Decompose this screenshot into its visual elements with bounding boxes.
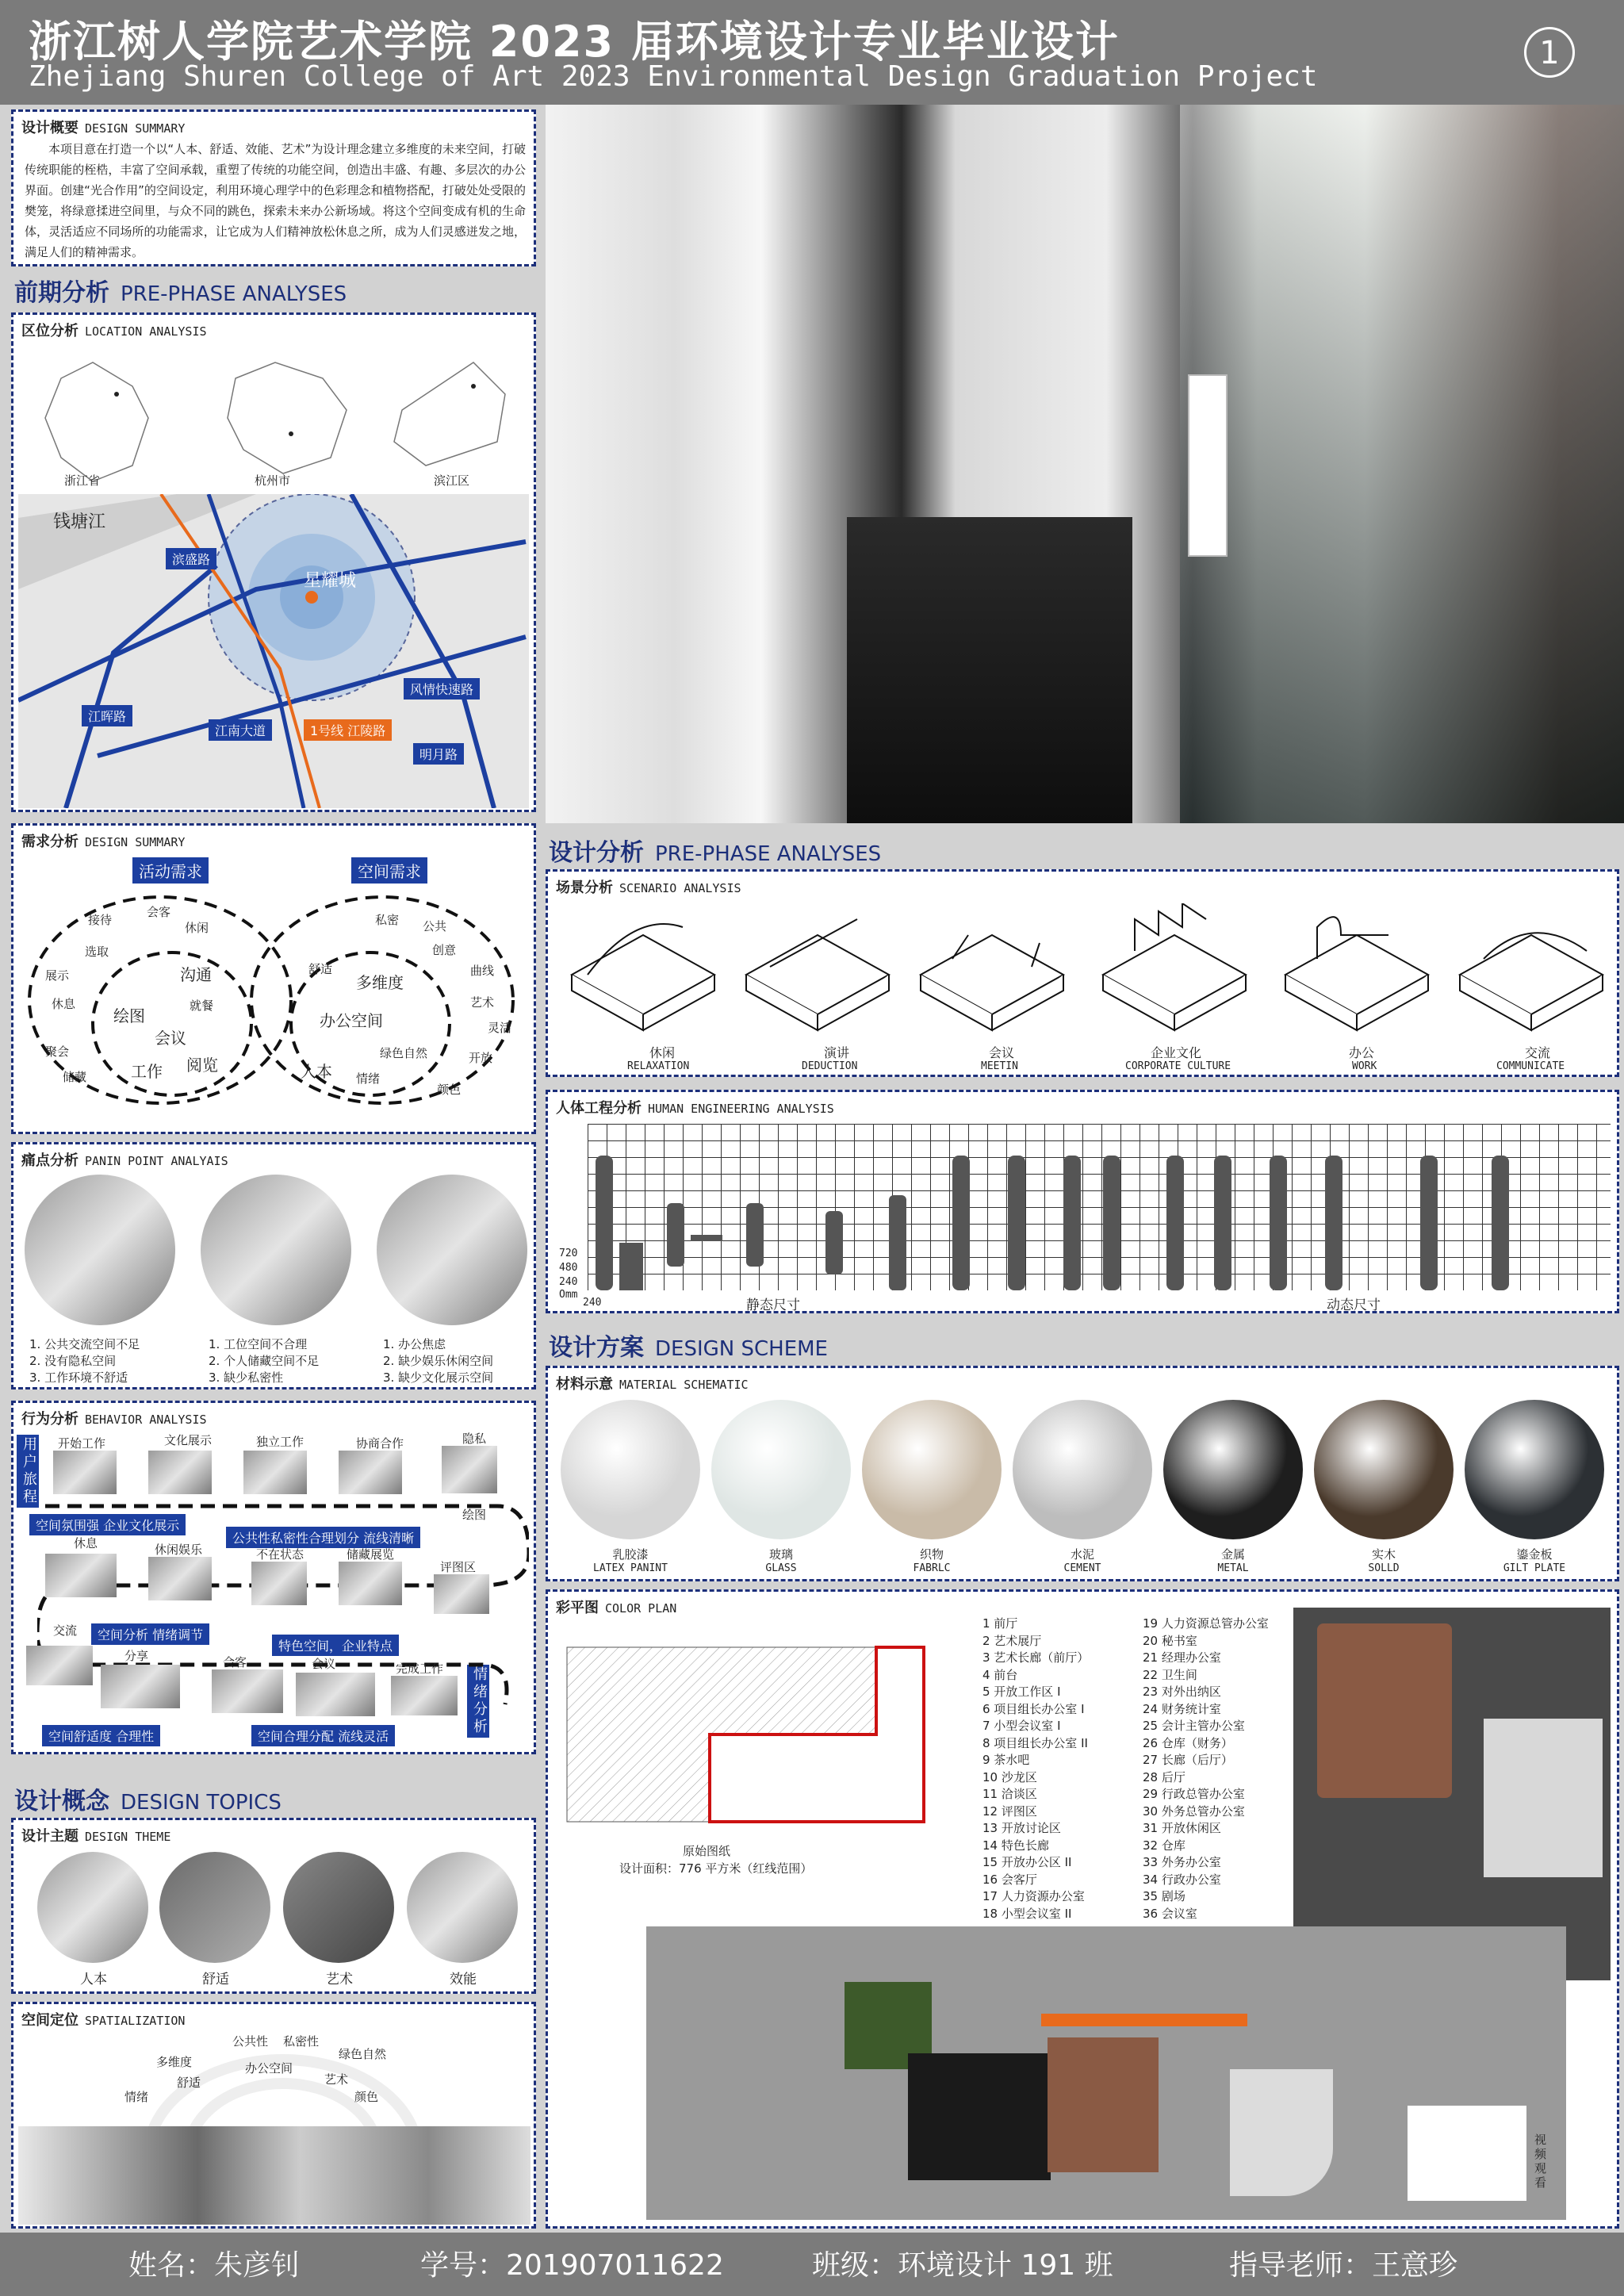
behavior-step: 文化展示 bbox=[164, 1433, 213, 1447]
plan-legend-item: 5 开放工作区 I bbox=[982, 1685, 1061, 1699]
theme-label: 艺术 bbox=[326, 1972, 353, 1987]
plan-legend-item: 23 对外出纳区 bbox=[1143, 1685, 1221, 1699]
scenario-label-en: RELAXATION bbox=[627, 1060, 690, 1072]
spatial-word: 绿色自然 bbox=[339, 2047, 387, 2061]
demand-panel bbox=[11, 823, 536, 1134]
map-label-binjiang: 滨江区 bbox=[434, 473, 470, 488]
plan-legend-item: 17 人力资源办公室 bbox=[982, 1889, 1085, 1903]
dimension-label: Omm bbox=[559, 1289, 578, 1301]
demand-word: 会议 bbox=[155, 1029, 186, 1048]
spatial-word: 公共性 bbox=[232, 2034, 269, 2049]
material-swatch bbox=[1312, 1400, 1455, 1579]
plan-legend-item: 30 外务总管办公室 bbox=[1143, 1803, 1245, 1819]
plan-title: 彩平图 bbox=[556, 1600, 599, 1616]
plan-legend-item: 11 洽谈区 bbox=[982, 1787, 1037, 1801]
behavior-step: 隐私 bbox=[462, 1432, 487, 1446]
scenario-title: 场景分析 bbox=[556, 880, 613, 896]
plan-legend-item: 20 秘书室 bbox=[1143, 1633, 1197, 1648]
demand-word: 绿色自然 bbox=[380, 1046, 428, 1060]
plan-legend-col1 bbox=[982, 1616, 1089, 1922]
page-title-en: Zhejiang Shuren College of Art 2023 Environmental Design Graduation Project bbox=[29, 60, 1318, 93]
spatialization-panel bbox=[11, 2002, 536, 2229]
behavior-title: 行为分析 bbox=[21, 1411, 79, 1428]
demand-word: 阅览 bbox=[186, 1056, 218, 1075]
behavior-photo bbox=[148, 1557, 212, 1600]
meeting-room-floor bbox=[1317, 1623, 1452, 1798]
lounge-floor bbox=[1230, 2069, 1333, 2196]
behavior-photo bbox=[296, 1673, 375, 1716]
spatial-word: 艺术 bbox=[324, 2072, 349, 2087]
material-circle bbox=[1465, 1400, 1604, 1539]
demand-word: 开放 bbox=[469, 1051, 493, 1065]
location-map bbox=[18, 494, 529, 808]
dimension-label: 480 bbox=[559, 1262, 578, 1274]
behavior-photo bbox=[45, 1554, 117, 1597]
color-plan-panel bbox=[546, 1589, 1619, 2229]
material-label: 鎏金板 bbox=[1516, 1547, 1553, 1562]
plan-legend-item: 18 小型会议室 II bbox=[982, 1906, 1072, 1921]
dimension-label: 240 bbox=[583, 1297, 602, 1309]
behavior-photo bbox=[339, 1562, 402, 1605]
demand-word: 创意 bbox=[432, 943, 457, 957]
dimension-label: 720 bbox=[559, 1248, 578, 1259]
section-design-scheme: 设计方案 DESIGN SCHEME bbox=[549, 1334, 828, 1362]
behavior-photo bbox=[148, 1451, 212, 1494]
orange-feature-strip bbox=[1041, 2014, 1247, 2026]
demand-word: 私密 bbox=[375, 913, 400, 927]
glass-wall bbox=[1180, 105, 1624, 823]
behavior-title-en: BEHAVIOR ANALYSIS bbox=[85, 1412, 207, 1427]
road-jiangnan: 江南大道 bbox=[209, 719, 272, 741]
demand-word: 绘图 bbox=[113, 1006, 145, 1025]
spatial-word: 多维度 bbox=[156, 2055, 193, 2069]
office-floor bbox=[1484, 1719, 1603, 1877]
human-engineering-panel bbox=[546, 1090, 1619, 1313]
behavior-tag: 空间氛围强 企业文化展示 bbox=[29, 1514, 186, 1535]
scenario-label-en: CORPORATE CULTURE bbox=[1125, 1060, 1231, 1072]
road-mingyue: 明月路 bbox=[413, 743, 464, 765]
demand-word: 灵活 bbox=[488, 1021, 512, 1035]
behavior-photo bbox=[251, 1562, 307, 1605]
xingyao-label: 星耀城 bbox=[304, 571, 357, 591]
spatial-word: 情绪 bbox=[124, 2090, 149, 2104]
material-label: 金属 bbox=[1220, 1547, 1245, 1562]
behavior-photo bbox=[339, 1451, 402, 1494]
scenario-label-en: WORK bbox=[1352, 1060, 1377, 1072]
pain-photo-2 bbox=[201, 1175, 351, 1325]
plan-lower-block bbox=[646, 1926, 1566, 2220]
map-label-hangzhou: 杭州市 bbox=[255, 473, 291, 488]
behavior-step: 评图区 bbox=[440, 1560, 477, 1574]
theme-photo-comfort bbox=[159, 1852, 270, 1963]
map-label-zhejiang: 浙江省 bbox=[64, 473, 101, 488]
material-swatch bbox=[710, 1400, 852, 1579]
material-label-en: FABRLC bbox=[913, 1562, 951, 1574]
plan-legend-item: 8 项目组长办公室 II bbox=[982, 1735, 1088, 1750]
location-title: 区位分析 bbox=[21, 323, 79, 339]
behavior-step: 独立工作 bbox=[256, 1435, 304, 1449]
section-pre-phase: 前期分析 PRE-PHASE ANALYSES bbox=[14, 279, 347, 307]
scenario-label: 交流 bbox=[1525, 1045, 1551, 1060]
section-design-topics: 设计概念 DESIGN TOPICS bbox=[14, 1788, 282, 1815]
behavior-tag: 特色空间，企业特点 bbox=[272, 1635, 399, 1656]
scenario-label-en: DEDUCTION bbox=[802, 1060, 858, 1072]
plan-legend-item: 28 后厅 bbox=[1143, 1769, 1185, 1784]
demand-word: 颜色 bbox=[437, 1083, 462, 1097]
behavior-step: 开始工作 bbox=[58, 1436, 106, 1451]
behavior-photo bbox=[442, 1446, 497, 1493]
plan-legend-item: 22 卫生间 bbox=[1143, 1667, 1197, 1682]
plan-legend-item: 21 经理办公室 bbox=[1143, 1650, 1221, 1665]
theme-title: 设计主题 bbox=[21, 1828, 79, 1845]
demand-word: 办公空间 bbox=[320, 1011, 383, 1030]
spatial-word: 办公空间 bbox=[245, 2061, 293, 2076]
plan-legend-item: 32 仓库 bbox=[1143, 1838, 1185, 1853]
demand-word: 展示 bbox=[45, 968, 70, 983]
plan-legend-item: 25 会计主管办公室 bbox=[1143, 1719, 1245, 1733]
road-jianghui: 江晖路 bbox=[82, 705, 132, 726]
material-swatch bbox=[1463, 1400, 1606, 1579]
demand-word: 情绪 bbox=[356, 1071, 381, 1086]
behavior-tag: 空间分析 情绪调节 bbox=[91, 1623, 209, 1645]
behavior-step: 储藏展览 bbox=[347, 1547, 395, 1562]
spatial-photo-strip bbox=[18, 2126, 530, 2225]
behavior-step: 绘图 bbox=[462, 1508, 487, 1522]
scenario-label: 演讲 bbox=[824, 1045, 850, 1060]
theme-label: 人本 bbox=[80, 1972, 107, 1987]
behavior-step: 完成工作 bbox=[396, 1662, 444, 1676]
pain-photo-3 bbox=[377, 1175, 527, 1325]
behavior-tag: 公共性私密性合理划分 流线清晰 bbox=[226, 1527, 420, 1548]
original-drawing-label: 原始图纸 bbox=[683, 1844, 731, 1858]
plan-legend-item: 13 开放讨论区 bbox=[982, 1821, 1061, 1835]
behavior-step: 交流 bbox=[53, 1623, 78, 1638]
plan-legend-item: 34 行政办公室 bbox=[1143, 1872, 1221, 1887]
plan-legend-item: 1 前厅 bbox=[982, 1616, 1018, 1631]
scenario-label-en: COMMUNICATE bbox=[1496, 1060, 1565, 1072]
material-label: 乳胶漆 bbox=[612, 1547, 649, 1562]
material-circle bbox=[1314, 1400, 1454, 1539]
plan-upper-block bbox=[1293, 1608, 1611, 1980]
demand-word: 艺术 bbox=[470, 995, 495, 1010]
scenario-label: 企业文化 bbox=[1151, 1045, 1202, 1060]
scenario-label: 休闲 bbox=[649, 1045, 676, 1060]
metro-label: 1号线 江陵路 bbox=[304, 719, 392, 741]
plan-legend-item: 29 行政总管办公室 bbox=[1143, 1787, 1245, 1801]
space-demand-tag: 空间需求 bbox=[351, 857, 427, 884]
material-panel bbox=[546, 1366, 1619, 1581]
summary-title: 设计概要 bbox=[21, 120, 79, 136]
scenario-title-en: SCENARIO ANALYSIS bbox=[619, 881, 741, 895]
material-label: 实木 bbox=[1371, 1547, 1396, 1562]
behavior-photo bbox=[434, 1574, 489, 1614]
plan-legend-item: 3 艺术长廊（前厅） bbox=[982, 1650, 1090, 1665]
plan-legend-item: 14 特色长廊 bbox=[982, 1838, 1049, 1853]
material-label: 水泥 bbox=[1070, 1547, 1094, 1562]
original-drawing bbox=[559, 1639, 932, 1838]
page-number-badge: 1 bbox=[1524, 27, 1575, 78]
demand-word: 休闲 bbox=[185, 921, 209, 935]
hero-rendering bbox=[546, 105, 1624, 823]
pain-list-2: 1. 工位空间不合理 2. 个人储藏空间不足 3. 缺少私密性 bbox=[209, 1337, 320, 1385]
student-id: 学号：201907011622 bbox=[420, 2249, 724, 2282]
journey-tag: 用户旅程 bbox=[17, 1435, 39, 1508]
plan-legend-col2 bbox=[1143, 1616, 1269, 1922]
material-swatch bbox=[559, 1400, 702, 1579]
demand-word: 公共 bbox=[423, 919, 447, 933]
dynamic-size-label: 动态尺寸 bbox=[1327, 1297, 1381, 1313]
design-theme-panel bbox=[11, 1818, 536, 1994]
demand-word: 就餐 bbox=[190, 999, 214, 1013]
plan-legend-item: 7 小型会议室 I bbox=[982, 1719, 1061, 1733]
demand-word: 曲线 bbox=[470, 964, 495, 978]
student-name: 姓名：朱彦钊 bbox=[128, 2249, 301, 2282]
material-swatches bbox=[559, 1400, 1614, 1579]
corridor-door bbox=[1188, 374, 1228, 557]
behavior-photo bbox=[53, 1451, 117, 1494]
location-title-en: LOCATION ANALYSIS bbox=[85, 324, 207, 339]
behavior-photo bbox=[26, 1646, 93, 1685]
pain-list-3: 1. 办公焦虑 2. 缺少娱乐休闲空间 3. 缺少文化展示空间 bbox=[383, 1337, 494, 1385]
demand-word: 储藏 bbox=[63, 1070, 87, 1084]
behavior-photo bbox=[212, 1669, 283, 1713]
plan-legend-item: 19 人力资源总管办公室 bbox=[1143, 1616, 1269, 1631]
plan-legend-item: 36 会议室 bbox=[1143, 1906, 1197, 1921]
static-size-label: 静态尺寸 bbox=[746, 1297, 800, 1313]
scenario-label: 办公 bbox=[1349, 1045, 1375, 1060]
demand-word: 选取 bbox=[85, 945, 109, 959]
plan-legend-item: 24 财务统计室 bbox=[1143, 1701, 1221, 1716]
section-design-analysis: 设计分析 PRE-PHASE ANALYSES bbox=[549, 839, 882, 867]
human-title: 人体工程分析 bbox=[556, 1100, 642, 1117]
spatial-word: 舒适 bbox=[177, 2076, 201, 2090]
pain-photo-1 bbox=[25, 1175, 175, 1325]
behavior-step: 会客 bbox=[223, 1655, 247, 1669]
corridor-floor bbox=[847, 517, 1132, 823]
plan-legend-item: 6 项目组长办公室 I bbox=[982, 1701, 1085, 1716]
plan-legend-item: 35 剧场 bbox=[1143, 1889, 1185, 1903]
plan-legend-item: 26 仓库（财务） bbox=[1143, 1735, 1233, 1750]
material-label-en: GILT PLATE bbox=[1503, 1562, 1566, 1574]
behavior-panel bbox=[11, 1401, 536, 1754]
design-summary-panel bbox=[11, 109, 536, 266]
demand-word: 工作 bbox=[131, 1062, 163, 1081]
material-circle bbox=[561, 1400, 700, 1539]
plan-legend-item: 10 沙龙区 bbox=[982, 1769, 1037, 1784]
road-fengqing: 风情快速路 bbox=[404, 678, 480, 700]
summary-title-en: DESIGN SUMMARY bbox=[85, 121, 186, 136]
summary-text: 本项目意在打造一个以“人本、舒适、效能、艺术”为设计理念建立多维度的未来空间，打破传统职能的桎梏，丰富了空间承载，重塑了传统的功能空间，创造出丰盛、有趣、多层次的办公界面。创建“光合作用”的空间设定，利用环境心理学中的色彩理念和植物搭配，打破处处受限的樊笼，将绿意揉进空间里，与众不同的跳色，探索未来办公新场域。将这个空间变成有机的生命体，灵活适应不同场所的功能需求，让它成为人们精神放松休息之所，成为人们灵感迸发之地，满足人们的精神需求。 bbox=[25, 142, 526, 259]
plan-legend-item: 12 评图区 bbox=[982, 1803, 1037, 1819]
behavior-step: 会议 bbox=[312, 1657, 336, 1671]
human-silhouettes bbox=[588, 1124, 1611, 1290]
material-title-en: MATERIAL SCHEMATIC bbox=[619, 1378, 749, 1392]
demand-word: 休息 bbox=[52, 997, 76, 1011]
material-circle bbox=[862, 1400, 1002, 1539]
demand-word: 舒适 bbox=[308, 962, 333, 976]
material-label-en: METAL bbox=[1217, 1562, 1249, 1574]
location-panel bbox=[11, 312, 536, 812]
emotion-tag: 情绪分析 bbox=[467, 1665, 489, 1738]
qr-code bbox=[1408, 2106, 1526, 2201]
behavior-step: 不在状态 bbox=[256, 1547, 304, 1562]
pain-list-1: 1. 公共交流空间不足 2. 没有隐私空间 3. 工作环境不舒适 bbox=[29, 1337, 140, 1385]
material-label-en: LATEX PANINT bbox=[593, 1562, 668, 1574]
behavior-photo bbox=[101, 1665, 180, 1708]
plan-legend-item: 15 开放办公区 II bbox=[982, 1855, 1072, 1869]
plan-legend-item: 2 艺术展厅 bbox=[982, 1633, 1042, 1648]
theme-label: 效能 bbox=[450, 1972, 477, 1987]
scenario-label-en: MEETIN bbox=[981, 1060, 1018, 1072]
behavior-step: 休息 bbox=[74, 1536, 98, 1550]
scenario-label: 会议 bbox=[989, 1045, 1015, 1060]
demand-title: 需求分析 bbox=[21, 834, 79, 850]
plan-title-en: COLOR PLAN bbox=[605, 1601, 677, 1616]
material-swatch bbox=[860, 1400, 1003, 1579]
spatial-title-en: SPATIALIZATION bbox=[85, 2014, 186, 2028]
behavior-step: 分享 bbox=[124, 1649, 149, 1663]
theme-label: 舒适 bbox=[202, 1972, 229, 1987]
material-label-en: CEMENT bbox=[1063, 1562, 1101, 1574]
student-class: 班级：环境设计 191 班 bbox=[812, 2249, 1113, 2282]
scenario-illustrations bbox=[556, 903, 1611, 1038]
material-title: 材料示意 bbox=[556, 1376, 613, 1393]
behavior-tag: 空间舒适度 合理性 bbox=[42, 1725, 160, 1746]
page-title: 浙江树人学院艺术学院 2023 届环境设计专业毕业设计 bbox=[29, 17, 1120, 67]
road-binsheng: 滨盛路 bbox=[166, 548, 216, 569]
human-title-en: HUMAN ENGINEERING ANALYSIS bbox=[648, 1102, 834, 1116]
pain-title-en: PANIN POINT ANALYAIS bbox=[85, 1154, 228, 1168]
spatial-title: 空间定位 bbox=[21, 2012, 79, 2029]
behavior-tag: 空间合理分配 流线灵活 bbox=[251, 1725, 395, 1746]
plan-legend-item: 9 茶水吧 bbox=[982, 1753, 1030, 1767]
spatial-word: 颜色 bbox=[354, 2090, 379, 2104]
demand-word: 多维度 bbox=[356, 973, 404, 992]
demand-word: 会客 bbox=[147, 905, 171, 919]
dark-floor-area bbox=[908, 2053, 1051, 2180]
advisor-name: 指导老师：王意珍 bbox=[1229, 2249, 1458, 2282]
video-watch-label: 视频观看 bbox=[1534, 2133, 1547, 2190]
material-label: 玻璃 bbox=[768, 1547, 793, 1562]
pain-point-panel bbox=[11, 1142, 536, 1389]
scenario-panel bbox=[546, 869, 1619, 1077]
material-swatch bbox=[1011, 1400, 1154, 1579]
material-swatch bbox=[1162, 1400, 1304, 1579]
behavior-photo bbox=[391, 1676, 458, 1715]
plan-legend-item: 4 前台 bbox=[982, 1667, 1018, 1682]
dimension-label: 240 bbox=[559, 1276, 578, 1288]
plan-legend-item: 31 开放休闲区 bbox=[1143, 1821, 1221, 1835]
river-label: 钱塘江 bbox=[53, 512, 106, 532]
theme-title-en: DESIGN THEME bbox=[85, 1830, 171, 1844]
material-circle bbox=[1163, 1400, 1303, 1539]
material-label: 织物 bbox=[919, 1547, 944, 1562]
behavior-step: 休闲娱乐 bbox=[155, 1543, 203, 1557]
material-label-en: SOLLD bbox=[1368, 1562, 1400, 1574]
behavior-photo bbox=[243, 1451, 307, 1494]
material-circle bbox=[711, 1400, 851, 1539]
plan-legend-item: 27 长廊（后厅） bbox=[1143, 1753, 1233, 1767]
plan-legend-item: 33 外务办公室 bbox=[1143, 1855, 1221, 1869]
theme-photo-efficiency bbox=[407, 1852, 518, 1963]
theme-photo-humanism bbox=[37, 1852, 148, 1963]
demand-word: 人本 bbox=[301, 1062, 332, 1081]
theme-photo-art bbox=[283, 1852, 394, 1963]
demand-title-en: DESIGN SUMMARY bbox=[85, 835, 186, 849]
activity-demand-tag: 活动需求 bbox=[132, 857, 209, 884]
spatial-word: 私密性 bbox=[283, 2034, 320, 2049]
material-circle bbox=[1013, 1400, 1152, 1539]
pain-title: 痛点分析 bbox=[21, 1152, 79, 1169]
demand-word: 接待 bbox=[88, 913, 113, 927]
demand-word: 聚会 bbox=[45, 1045, 70, 1059]
plan-legend-item: 16 会客厅 bbox=[982, 1872, 1037, 1887]
material-label-en: GLASS bbox=[765, 1562, 797, 1574]
demand-word: 沟通 bbox=[180, 965, 212, 984]
design-area-label: 设计面积：776 平方米（红线范围） bbox=[619, 1861, 813, 1876]
behavior-step: 协商合作 bbox=[356, 1436, 404, 1451]
wood-floor-area bbox=[1048, 2037, 1159, 2172]
